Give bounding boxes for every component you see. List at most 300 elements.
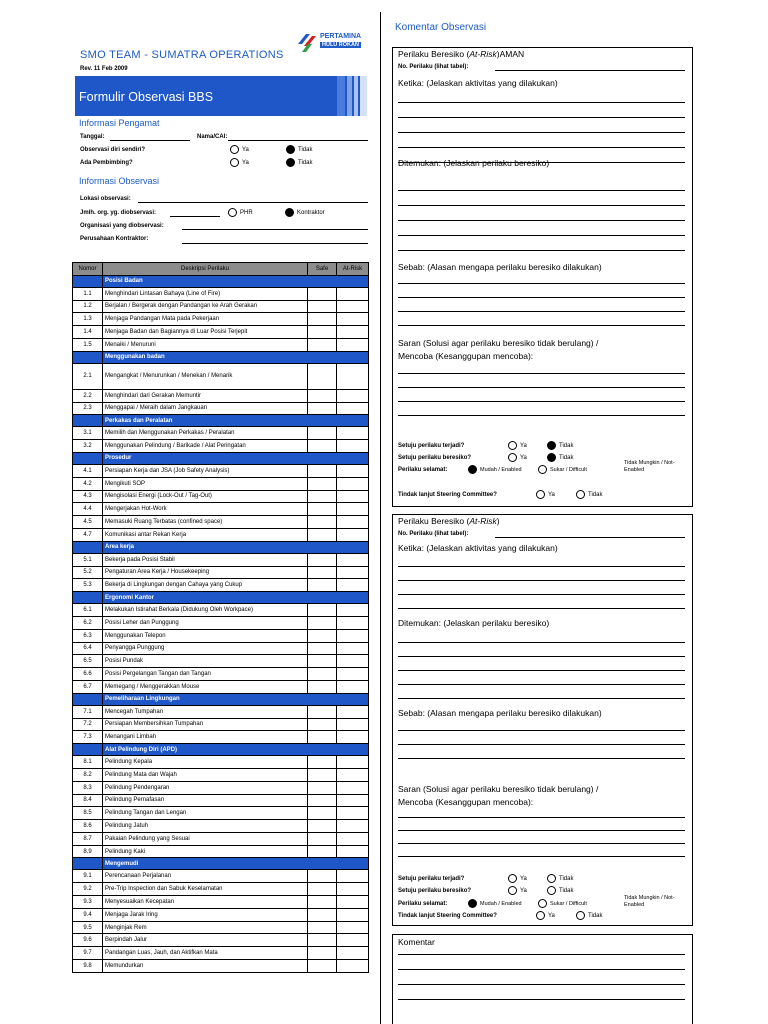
writing-line[interactable] — [398, 566, 685, 567]
table-row — [73, 326, 369, 339]
row-description: Menggapai / Meraih dalam Jangkauan — [103, 402, 308, 415]
table-row — [73, 794, 369, 807]
at-risk-checkbox[interactable] — [337, 781, 369, 794]
row-number: 9.6 — [73, 934, 103, 947]
safe-checkbox[interactable] — [308, 921, 337, 934]
row-description: Berpindah Jalur — [103, 934, 308, 947]
row-number: 2.2 — [73, 389, 103, 402]
table-row — [73, 490, 369, 503]
writing-line[interactable] — [398, 102, 685, 103]
at-risk-checkbox[interactable] — [337, 655, 369, 668]
row-description: Mencegah Tumpahan — [103, 705, 308, 718]
safe-checkbox[interactable] — [308, 718, 337, 731]
writing-line[interactable] — [398, 415, 685, 416]
table-row — [73, 440, 369, 453]
writing-line[interactable] — [398, 373, 685, 374]
safe-checkbox[interactable] — [308, 731, 337, 744]
safe-checkbox[interactable] — [308, 427, 337, 440]
row-description: Pelindung Kepala — [103, 756, 308, 769]
name-label: Nama/CAI: — [197, 134, 228, 140]
category-row — [73, 541, 369, 553]
table-row — [73, 705, 369, 718]
writing-line[interactable] — [398, 608, 685, 609]
row-description: Bekerja pada Posisi Stabil — [103, 553, 308, 566]
table-row — [73, 781, 369, 794]
box2-agree-risk-yes[interactable]: Ya — [508, 886, 527, 895]
box1-agree-risk-no[interactable]: Tidak — [547, 453, 573, 462]
writing-line[interactable] — [398, 670, 685, 671]
box2-agree-safe-label: Setuju perilaku terjadi? — [398, 876, 465, 882]
org-label: Organisasi yang diobservasi: — [80, 223, 164, 229]
row-number: 5.2 — [73, 566, 103, 579]
safe-checkbox[interactable] — [308, 705, 337, 718]
name-field[interactable] — [228, 140, 368, 141]
writing-line[interactable] — [398, 969, 685, 970]
at-risk-checkbox[interactable] — [337, 845, 369, 858]
radio-icon — [508, 874, 517, 883]
column-header: At-Risk — [337, 263, 369, 276]
radio-icon — [230, 145, 239, 154]
table-row — [73, 389, 369, 402]
safe-checkbox[interactable] — [308, 960, 337, 973]
safe-checkbox[interactable] — [308, 313, 337, 326]
table-row — [73, 503, 369, 516]
box1-no-field[interactable] — [495, 70, 685, 71]
row-number: 9.1 — [73, 870, 103, 883]
row-description: Bekerja di Lingkungan dengan Cahaya yang Cukup — [103, 579, 308, 592]
box1-advice-label: Saran (Solusi agar perilaku beresiko tidak berulang) / — [398, 338, 599, 348]
at-risk-checkbox[interactable] — [337, 300, 369, 313]
box1-easy-option[interactable]: Mudah / Enabled — [468, 465, 522, 474]
box2-impossible-option[interactable]: Tidak Mungkin / Not-Enabled — [624, 895, 675, 908]
writing-line[interactable] — [398, 132, 685, 133]
writing-line[interactable] — [398, 401, 685, 402]
table-row — [73, 947, 369, 960]
at-risk-checkbox[interactable] — [337, 642, 369, 655]
safe-checkbox[interactable] — [308, 794, 337, 807]
writing-line[interactable] — [398, 698, 685, 699]
at-risk-checkbox[interactable] — [337, 287, 369, 300]
row-description: Pelindung Tangan dan Lengan — [103, 807, 308, 820]
row-description: Menyesuaikan Kecepatan — [103, 896, 308, 909]
table-row — [73, 896, 369, 909]
writing-line[interactable] — [398, 147, 685, 148]
row-description: Menggunakan Telepon — [103, 629, 308, 642]
writing-line[interactable] — [398, 642, 685, 643]
writing-line[interactable] — [398, 817, 685, 818]
row-description: Menggunakan Pelindung / Barikade / Alat Peringatan — [103, 440, 308, 453]
box2-cause-label: Sebab: (Alasan mengapa perilaku beresiko dilakukan) — [398, 708, 602, 718]
table-row — [73, 807, 369, 820]
row-description: Penyangga Punggung — [103, 642, 308, 655]
table-row — [73, 516, 369, 529]
column-header: Deskripsi Perilaku — [103, 263, 308, 276]
column-header: Safe — [308, 263, 337, 276]
table-row — [73, 756, 369, 769]
row-number: 3.2 — [73, 440, 103, 453]
row-number: 9.2 — [73, 883, 103, 896]
safe-checkbox[interactable] — [308, 402, 337, 415]
row-description: Perencanaan Perjalanan — [103, 870, 308, 883]
writing-line[interactable] — [398, 758, 685, 759]
contractor-option[interactable]: Kontraktor — [285, 208, 325, 217]
row-number: 2.1 — [73, 363, 103, 389]
at-risk-checkbox[interactable] — [337, 768, 369, 781]
safe-checkbox[interactable] — [308, 807, 337, 820]
at-risk-checkbox[interactable] — [337, 883, 369, 896]
at-risk-checkbox[interactable] — [337, 389, 369, 402]
safe-checkbox[interactable] — [308, 883, 337, 896]
table-row — [73, 300, 369, 313]
writing-line[interactable] — [398, 235, 685, 236]
box2-agree-risk-no[interactable]: Tidak — [547, 886, 573, 895]
box1-cause-label: Sebab: (Alasan mengapa perilaku beresiko dilakukan) — [398, 262, 602, 272]
safe-checkbox[interactable] — [308, 820, 337, 833]
at-risk-checkbox[interactable] — [337, 947, 369, 960]
logo-text-bottom: HULU ROKAN — [322, 42, 359, 48]
safe-checkbox[interactable] — [308, 338, 337, 351]
mentor-no-option[interactable]: Tidak — [286, 158, 312, 167]
writing-line[interactable] — [398, 843, 685, 844]
writing-line[interactable] — [398, 830, 685, 831]
writing-line[interactable] — [398, 325, 685, 326]
at-risk-checkbox[interactable] — [337, 313, 369, 326]
at-risk-checkbox[interactable] — [337, 363, 369, 389]
table-row — [73, 629, 369, 642]
at-risk-checkbox[interactable] — [337, 705, 369, 718]
writing-line[interactable] — [398, 220, 685, 221]
radio-icon — [508, 441, 517, 450]
row-description: Mengangkat / Menurunkan / Menekan / Menarik — [103, 363, 308, 389]
at-risk-checkbox[interactable] — [337, 668, 369, 681]
row-description: Komunikasi antar Rekan Kerja — [103, 528, 308, 541]
table-row — [73, 731, 369, 744]
row-description: Pelindung Pendengaran — [103, 781, 308, 794]
writing-line[interactable] — [398, 580, 685, 581]
at-risk-checkbox[interactable] — [337, 516, 369, 529]
box2-followup-yes[interactable]: Ya — [536, 911, 555, 920]
at-risk-checkbox[interactable] — [337, 464, 369, 477]
box2-no-field[interactable] — [495, 537, 685, 538]
date-field[interactable] — [110, 140, 190, 141]
at-risk-box-2 — [392, 514, 693, 926]
writing-line[interactable] — [398, 283, 685, 284]
safe-checkbox[interactable] — [308, 440, 337, 453]
writing-line[interactable] — [398, 656, 685, 657]
safe-checkbox[interactable] — [308, 756, 337, 769]
radio-icon — [547, 874, 556, 883]
category-title: Menggunakan badan — [103, 351, 369, 363]
writing-line[interactable] — [398, 250, 685, 251]
safe-checkbox[interactable] — [308, 908, 337, 921]
safe-checkbox[interactable] — [308, 642, 337, 655]
safe-checkbox[interactable] — [308, 947, 337, 960]
comment-box — [392, 934, 693, 1024]
row-description: Memundurkan — [103, 960, 308, 973]
safe-checkbox[interactable] — [308, 477, 337, 490]
safe-checkbox[interactable] — [308, 781, 337, 794]
at-risk-checkbox[interactable] — [337, 427, 369, 440]
box2-advice-label: Saran (Solusi agar perilaku beresiko tidak berulang) / — [398, 784, 599, 794]
row-number: 8.1 — [73, 756, 103, 769]
box1-try-label: Mencoba (Kesanggupan mencoba): — [398, 351, 534, 361]
at-risk-checkbox[interactable] — [337, 477, 369, 490]
table-row — [73, 845, 369, 858]
category-title: Area kerja — [103, 541, 369, 553]
team-title: SMO TEAM - SUMATRA OPERATIONS — [80, 49, 284, 61]
writing-line[interactable] — [398, 205, 685, 206]
box2-found-label: Ditemukan: (Jelaskan perilaku beresiko) — [398, 618, 550, 628]
row-number: 5.1 — [73, 553, 103, 566]
safe-checkbox[interactable] — [308, 655, 337, 668]
box1-impossible-option[interactable]: Tidak Mungkin / Not-Enabled — [624, 460, 675, 473]
box2-title: Perilaku Beresiko (At-Risk) — [398, 516, 500, 526]
row-description: Memasuki Ruang Terbatas (confined space) — [103, 516, 308, 529]
row-description: Pre-Trip Inspection dan Sabuk Keselamatan — [103, 883, 308, 896]
safe-checkbox[interactable] — [308, 389, 337, 402]
safe-checkbox[interactable] — [308, 363, 337, 389]
count-field[interactable] — [170, 216, 220, 217]
category-row — [73, 858, 369, 870]
row-description: Pandangan Luas, Jauh, dan Aktifkan Mata — [103, 947, 308, 960]
row-description: Berjalan / Bergerak dengan Pandangan ke Arah Gerakan — [103, 300, 308, 313]
box1-title: Perilaku Beresiko (At-Risk)AMAN — [398, 49, 525, 59]
box1-agree-safe-yes[interactable]: Ya — [508, 441, 527, 450]
safe-checkbox[interactable] — [308, 934, 337, 947]
box2-try-label: Mencoba (Kesanggupan mencoba): — [398, 797, 534, 807]
row-description: Menginjak Rem — [103, 921, 308, 934]
self-no-option[interactable]: Tidak — [286, 145, 312, 154]
category-title: Alat Pelindung Diri (APD) — [103, 744, 369, 756]
row-number: 6.1 — [73, 604, 103, 617]
company-field[interactable] — [182, 243, 368, 244]
at-risk-checkbox[interactable] — [337, 731, 369, 744]
row-number: 1.3 — [73, 313, 103, 326]
at-risk-checkbox[interactable] — [337, 807, 369, 820]
box2-agree-safe-no[interactable]: Tidak — [547, 874, 573, 883]
radio-icon — [538, 899, 547, 908]
writing-line[interactable] — [398, 999, 685, 1000]
at-risk-checkbox[interactable] — [337, 579, 369, 592]
safe-checkbox[interactable] — [308, 845, 337, 858]
writing-line[interactable] — [398, 984, 685, 985]
at-risk-checkbox[interactable] — [337, 566, 369, 579]
table-row — [73, 820, 369, 833]
writing-line[interactable] — [398, 117, 685, 118]
at-risk-checkbox[interactable] — [337, 832, 369, 845]
at-risk-checkbox[interactable] — [337, 528, 369, 541]
radio-icon — [508, 453, 517, 462]
safe-checkbox[interactable] — [308, 553, 337, 566]
writing-line[interactable] — [398, 730, 685, 731]
row-description: Pengaturan Area Kerja / Housekeeping — [103, 566, 308, 579]
row-number: 2.3 — [73, 402, 103, 415]
safe-checkbox[interactable] — [308, 566, 337, 579]
category-title: Mengemudi — [103, 858, 369, 870]
at-risk-checkbox[interactable] — [337, 960, 369, 973]
safe-checkbox[interactable] — [308, 516, 337, 529]
at-risk-checkbox[interactable] — [337, 490, 369, 503]
writing-line[interactable] — [398, 594, 685, 595]
box1-found-label: Ditemukan: (Jelaskan perilaku beresiko) — [398, 158, 550, 168]
row-description: Menangani Limbah — [103, 731, 308, 744]
radio-selected-icon — [547, 453, 556, 462]
writing-line[interactable] — [398, 162, 685, 163]
safe-checkbox[interactable] — [308, 579, 337, 592]
row-number: 9.7 — [73, 947, 103, 960]
row-number: 3.1 — [73, 427, 103, 440]
safe-checkbox[interactable] — [308, 616, 337, 629]
at-risk-box-1 — [392, 47, 693, 507]
safe-checkbox[interactable] — [308, 528, 337, 541]
table-row — [73, 566, 369, 579]
writing-line[interactable] — [398, 297, 685, 298]
box1-followup-yes[interactable]: Ya — [536, 490, 555, 499]
at-risk-checkbox[interactable] — [337, 794, 369, 807]
row-number: 5.3 — [73, 579, 103, 592]
box1-agree-risk-yes[interactable]: Ya — [508, 453, 527, 462]
comment-label: Komentar — [398, 937, 435, 947]
safe-checkbox[interactable] — [308, 604, 337, 617]
table-row — [73, 934, 369, 947]
org-field[interactable] — [182, 229, 368, 230]
at-risk-checkbox[interactable] — [337, 338, 369, 351]
self-observation-label: Observasi diri sendiri? — [80, 147, 146, 153]
category-row — [73, 592, 369, 604]
box1-agree-risk-label: Setuju perilaku beresiko? — [398, 455, 472, 461]
box2-agree-risk-label: Setuju perilaku beresiko? — [398, 888, 472, 894]
location-label: Lokasi observasi: — [80, 196, 131, 202]
at-risk-checkbox[interactable] — [337, 553, 369, 566]
row-number: 8.2 — [73, 768, 103, 781]
at-risk-checkbox[interactable] — [337, 326, 369, 339]
row-number: 4.4 — [73, 503, 103, 516]
row-number: 7.2 — [73, 718, 103, 731]
category-row — [73, 693, 369, 705]
row-description: Memilih dan Menggunakan Perkakas / Peralatan — [103, 427, 308, 440]
writing-line[interactable] — [398, 387, 685, 388]
row-number: 6.5 — [73, 655, 103, 668]
safe-checkbox[interactable] — [308, 490, 337, 503]
row-number: 8.3 — [73, 781, 103, 794]
safe-checkbox[interactable] — [308, 832, 337, 845]
table-row — [73, 870, 369, 883]
radio-icon — [576, 490, 585, 499]
row-number: 7.1 — [73, 705, 103, 718]
at-risk-checkbox[interactable] — [337, 718, 369, 731]
at-risk-checkbox[interactable] — [337, 870, 369, 883]
box1-followup-no[interactable]: Tidak — [576, 490, 602, 499]
at-risk-checkbox[interactable] — [337, 629, 369, 642]
safe-checkbox[interactable] — [308, 503, 337, 516]
location-field[interactable] — [138, 202, 368, 203]
box1-agree-safe-no[interactable]: Tidak — [547, 441, 573, 450]
box2-when-label: Ketika: (Jelaskan aktivitas yang dilakukan) — [398, 543, 558, 553]
safe-checkbox[interactable] — [308, 680, 337, 693]
row-description: Persiapan Membersihkan Tumpahan — [103, 718, 308, 731]
radio-icon — [536, 911, 545, 920]
count-label: Jmlh. org. yg. diobservasi: — [80, 210, 157, 216]
safe-checkbox[interactable] — [308, 300, 337, 313]
mentor-yes-option[interactable]: Ya — [230, 158, 249, 167]
box1-hard-option[interactable]: Sukar / Difficult — [538, 465, 587, 474]
safe-checkbox[interactable] — [308, 870, 337, 883]
safe-checkbox[interactable] — [308, 287, 337, 300]
at-risk-checkbox[interactable] — [337, 616, 369, 629]
category-title: Posisi Badan — [103, 275, 369, 287]
table-row — [73, 338, 369, 351]
writing-line[interactable] — [398, 190, 685, 191]
writing-line[interactable] — [398, 311, 685, 312]
safe-checkbox[interactable] — [308, 326, 337, 339]
table-row — [73, 921, 369, 934]
at-risk-checkbox[interactable] — [337, 402, 369, 415]
table-row — [73, 718, 369, 731]
row-number: 9.5 — [73, 921, 103, 934]
row-description: Mengerjakan Hot-Work — [103, 503, 308, 516]
box2-easy-option[interactable]: Mudah / Enabled — [468, 899, 522, 908]
safe-checkbox[interactable] — [308, 629, 337, 642]
row-description: Memegang / Menggerakkan Mouse — [103, 680, 308, 693]
table-row — [73, 642, 369, 655]
box2-followup-label: Tindak lanjut Steering Committee? — [398, 913, 497, 919]
phr-option[interactable]: PHR — [228, 208, 253, 217]
safe-checkbox[interactable] — [308, 768, 337, 781]
row-number: 8.5 — [73, 807, 103, 820]
box1-no-label: No. Perilaku (lihat tabel): — [398, 64, 469, 70]
table-row — [73, 604, 369, 617]
table-row — [73, 427, 369, 440]
self-yes-option[interactable]: Ya — [230, 145, 249, 154]
table-row — [73, 579, 369, 592]
at-risk-checkbox[interactable] — [337, 934, 369, 947]
row-number: 6.6 — [73, 668, 103, 681]
safe-checkbox[interactable] — [308, 668, 337, 681]
writing-line[interactable] — [398, 954, 685, 955]
box2-agree-safe-yes[interactable]: Ya — [508, 874, 527, 883]
revision-date: Rev. 11 Feb 2009 — [80, 66, 128, 72]
table-row — [73, 528, 369, 541]
table-row — [73, 464, 369, 477]
at-risk-checkbox[interactable] — [337, 756, 369, 769]
at-risk-checkbox[interactable] — [337, 604, 369, 617]
row-number: 1.4 — [73, 326, 103, 339]
at-risk-checkbox[interactable] — [337, 820, 369, 833]
at-risk-checkbox[interactable] — [337, 908, 369, 921]
writing-line[interactable] — [398, 684, 685, 685]
at-risk-checkbox[interactable] — [337, 680, 369, 693]
writing-line[interactable] — [398, 856, 685, 857]
safe-checkbox[interactable] — [308, 896, 337, 909]
radio-selected-icon — [286, 145, 295, 154]
box2-followup-no[interactable]: Tidak — [576, 911, 602, 920]
at-risk-checkbox[interactable] — [337, 503, 369, 516]
category-title: Pemeliharaan Lingkungan — [103, 693, 369, 705]
safe-checkbox[interactable] — [308, 464, 337, 477]
at-risk-checkbox[interactable] — [337, 921, 369, 934]
box2-hard-option[interactable]: Sukar / Difficult — [538, 899, 587, 908]
at-risk-checkbox[interactable] — [337, 440, 369, 453]
row-number: 1.5 — [73, 338, 103, 351]
at-risk-checkbox[interactable] — [337, 896, 369, 909]
table-row — [73, 908, 369, 921]
column-divider — [380, 12, 381, 1024]
box1-safe-label: Perilaku selamat: — [398, 467, 448, 473]
row-number: 4.5 — [73, 516, 103, 529]
writing-line[interactable] — [398, 744, 685, 745]
table-row — [73, 287, 369, 300]
row-description: Pelindung Pernafasan — [103, 794, 308, 807]
